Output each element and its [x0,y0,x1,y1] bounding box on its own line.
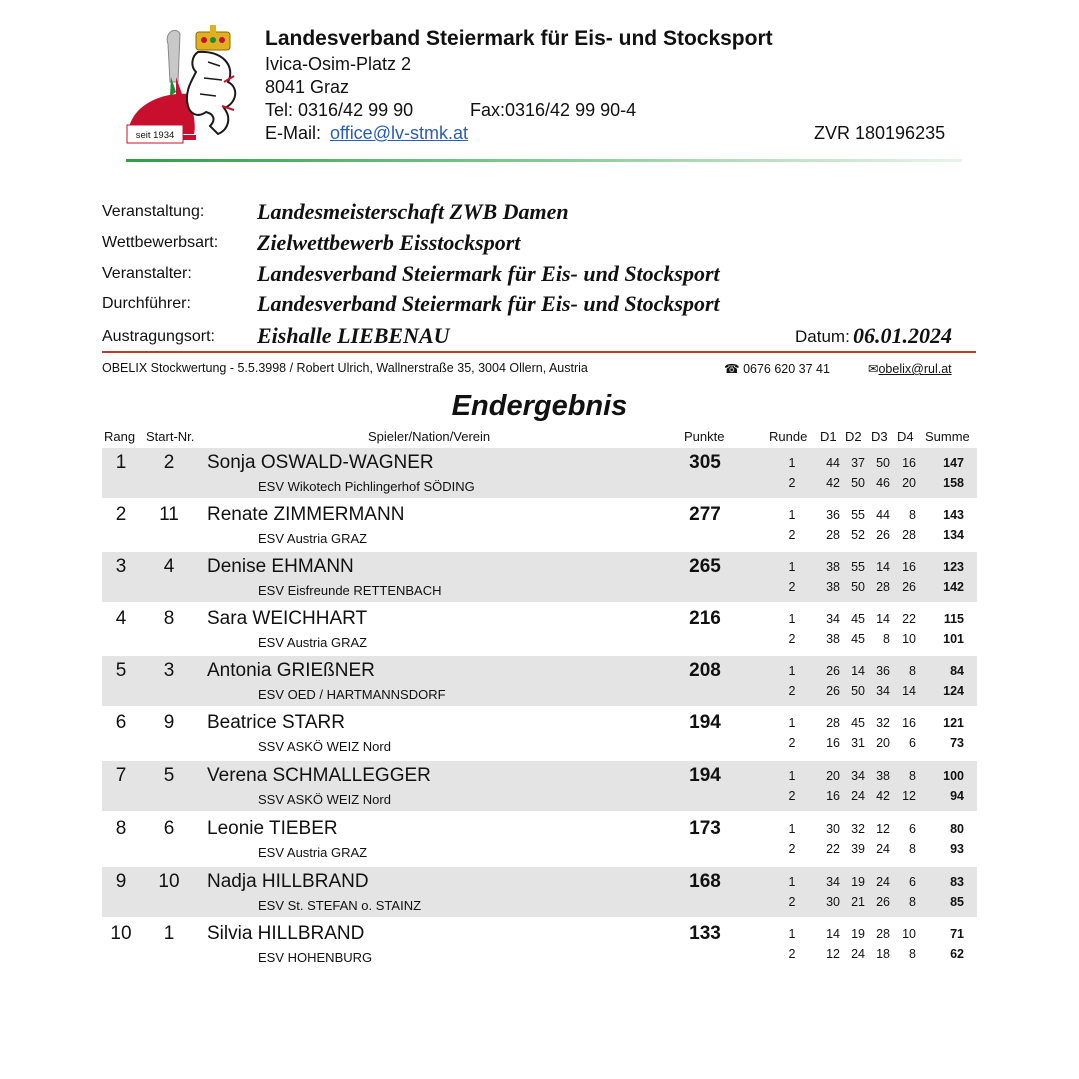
player-points: 168 [689,871,721,892]
player-name: Antonia GRIEßNER [207,660,375,681]
round-number: 1 [788,875,796,889]
d4-value: 16 [902,560,916,574]
header-punkte: Punkte [684,429,725,444]
round-number: 1 [788,612,796,626]
d4-value: 8 [909,842,916,856]
round-number: 1 [788,769,796,783]
d1-value: 36 [826,508,840,522]
d4-value: 16 [902,456,916,470]
header-runde: Runde [769,429,808,444]
d3-value: 14 [876,612,890,626]
header-d1: D1 [820,429,837,444]
table-row [102,656,977,706]
player-points: 173 [689,818,721,839]
d4-value: 20 [902,476,916,490]
round-sum: 142 [943,580,964,594]
player-name: Sonja OSWALD-WAGNER [207,452,434,473]
round-sum: 123 [943,560,964,574]
player-name: Beatrice STARR [207,712,345,733]
software-phone [724,361,830,376]
d3-value: 24 [876,842,890,856]
table-row [102,500,977,550]
software-phone-number: 0676 620 37 41 [743,362,830,376]
player-club: ESV OED / HARTMANNSDORF [258,687,446,702]
event-value-veranstaltung: Landesmeisterschaft ZWB Damen [257,199,569,224]
d3-value: 46 [876,476,890,490]
d4-value: 6 [909,822,916,836]
d2-value: 32 [851,822,865,836]
d1-value: 16 [826,736,840,750]
telephone: Tel: 0316/42 99 90 [265,100,414,120]
d4-value: 10 [902,927,916,941]
date-label: Datum: [795,327,850,346]
player-points: 265 [689,556,721,577]
start-number: 1 [163,923,175,944]
d1-value: 30 [826,895,840,909]
d1-value: 16 [826,789,840,803]
round-number: 2 [788,528,796,542]
d3-value: 14 [876,560,890,574]
round-number: 1 [788,716,796,730]
address-street: Ivica-Osim-Platz 2 [265,54,412,74]
player-name: Leonie TIEBER [207,818,338,839]
d4-value: 6 [909,736,916,750]
date-value: 06.01.2024 [853,323,952,348]
header-d4: D4 [897,429,914,444]
player-club: ESV Austria GRAZ [258,531,368,546]
d3-value: 12 [876,822,890,836]
d1-value: 26 [826,664,840,678]
player-points: 305 [689,452,721,473]
d4-value: 22 [902,612,916,626]
event-value-veranstalter: Landesverband Steiermark für Eis- und Stocksport [257,261,720,286]
player-club: ESV HOHENBURG [258,950,373,965]
round-number: 2 [788,736,796,750]
event-value-wettbewerbsart: Zielwettbewerb Eisstocksport [257,230,521,255]
player-points: 194 [689,765,721,786]
d2-value: 45 [851,612,865,626]
round-sum: 71 [950,927,964,941]
round-number: 2 [788,476,796,490]
d2-value: 52 [851,528,865,542]
rank: 3 [115,556,127,577]
rank: 2 [115,504,127,525]
d3-value: 38 [876,769,890,783]
d4-value: 26 [902,580,916,594]
d4-value: 8 [909,508,916,522]
header-start-nr: Start-Nr. [146,429,195,444]
d2-value: 45 [851,632,865,646]
software-email-link[interactable]: obelix@rul.at [878,362,952,376]
round-number: 2 [788,895,796,909]
d3-value: 24 [876,875,890,889]
d1-value: 38 [826,632,840,646]
round-sum: 73 [950,736,964,750]
round-number: 2 [788,842,796,856]
header-summe: Summe [925,429,970,444]
table-row [102,604,977,654]
logo-caption: seit 1934 [135,130,175,141]
d3-value: 32 [876,716,890,730]
player-club: SSV ASKÖ WEIZ Nord [258,739,391,754]
email-link[interactable]: office@lv-stmk.at [330,123,468,143]
table-row [102,448,977,498]
event-value-austragungsort: Eishalle LIEBENAU [257,323,450,348]
round-sum: 84 [950,664,964,678]
d1-value: 42 [826,476,840,490]
player-name: Renate ZIMMERMANN [207,504,405,525]
organization-name: Landesverband Steiermark für Eis- und Stocksport [265,27,773,50]
d1-value: 44 [826,456,840,470]
table-row [102,552,977,602]
player-club: ESV St. STEFAN o. STAINZ [258,898,422,913]
round-number: 1 [788,456,796,470]
round-number: 1 [788,560,796,574]
player-club: ESV Austria GRAZ [258,845,368,860]
d1-value: 38 [826,580,840,594]
rank: 5 [115,660,127,681]
d1-value: 22 [826,842,840,856]
start-number: 5 [163,765,175,786]
round-number: 2 [788,580,796,594]
round-sum: 80 [950,822,964,836]
round-sum: 62 [950,947,964,961]
table-row [102,919,977,969]
d2-value: 21 [851,895,865,909]
round-number: 2 [788,632,796,646]
d4-value: 10 [902,632,916,646]
round-number: 2 [788,684,796,698]
event-value-durchfuehrer: Landesverband Steiermark für Eis- und Stocksport [257,291,720,316]
d4-value: 16 [902,716,916,730]
player-club: ESV Eisfreunde RETTENBACH [258,583,442,598]
player-club: ESV Austria GRAZ [258,635,368,650]
d2-value: 34 [851,769,865,783]
player-name: Denise EHMANN [207,556,354,577]
d1-value: 38 [826,560,840,574]
round-number: 1 [788,822,796,836]
phone-icon: ☎ [724,362,740,376]
round-sum: 83 [950,875,964,889]
software-email [868,361,952,376]
start-number: 9 [163,712,175,733]
round-number: 1 [788,664,796,678]
round-sum: 101 [943,632,964,646]
page-title: Endergebnis [451,390,628,422]
start-number: 4 [163,556,175,577]
event-label-durchfuehrer: Durchführer: [102,295,191,312]
start-number: 10 [158,871,180,892]
player-club: SSV ASKÖ WEIZ Nord [258,792,391,807]
rank: 6 [115,712,127,733]
round-sum: 158 [943,476,964,490]
player-club: ESV Wikotech Pichlingerhof SÖDING [258,479,475,494]
round-number: 1 [788,927,796,941]
start-number: 11 [159,504,179,525]
d3-value: 26 [876,895,890,909]
d2-value: 39 [851,842,865,856]
d1-value: 30 [826,822,840,836]
round-sum: 143 [943,508,964,522]
d2-value: 19 [851,875,865,889]
rank: 8 [115,818,127,839]
rank: 10 [110,923,132,944]
d4-value: 12 [902,789,916,803]
d3-value: 8 [883,632,890,646]
d1-value: 14 [826,927,840,941]
start-number: 2 [163,452,175,473]
d2-value: 50 [851,476,865,490]
d4-value: 8 [909,947,916,961]
round-sum: 94 [950,789,964,803]
d4-value: 8 [909,895,916,909]
event-label-veranstalter: Veranstalter: [102,265,192,282]
software-credit: OBELIX Stockwertung - 5.5.3998 / Robert Ulrich, Wallnerstraße 35, 3004 Ollern, Austria [102,361,588,375]
letterhead-divider [126,159,962,162]
event-label-austragungsort: Austragungsort: [102,328,215,345]
rank: 7 [115,765,127,786]
header-spieler: Spieler/Nation/Verein [368,429,491,444]
player-points: 208 [689,660,721,681]
d3-value: 26 [876,528,890,542]
table-row [102,814,977,864]
player-points: 194 [689,712,721,733]
d2-value: 50 [851,684,865,698]
rank: 4 [115,608,127,629]
round-number: 2 [788,947,796,961]
player-name: Nadja HILLBRAND [207,871,369,892]
d2-value: 37 [851,456,865,470]
d4-value: 28 [902,528,916,542]
d2-value: 24 [851,789,865,803]
start-number: 3 [163,660,175,681]
event-label-veranstaltung: Veranstaltung: [102,203,205,220]
d3-value: 20 [876,736,890,750]
fax: Fax:0316/42 99 90-4 [470,100,637,120]
player-points: 277 [689,504,721,525]
player-points: 216 [689,608,721,629]
header-rang: Rang [104,429,136,444]
round-sum: 134 [943,528,964,542]
d1-value: 28 [826,528,840,542]
d1-value: 34 [826,612,840,626]
d3-value: 34 [876,684,890,698]
table-row [102,708,977,758]
d1-value: 12 [826,947,840,961]
round-sum: 85 [950,895,964,909]
d2-value: 19 [851,927,865,941]
player-name: Sara WEICHHART [207,608,368,629]
d2-value: 31 [851,736,865,750]
d3-value: 42 [876,789,890,803]
d2-value: 50 [851,580,865,594]
table-row [102,761,977,811]
start-number: 6 [163,818,175,839]
email-label: E-Mail: [265,123,322,143]
d2-value: 45 [851,716,865,730]
d4-value: 8 [909,664,916,678]
header-d2: D2 [845,429,862,444]
event-label-wettbewerbsart: Wettbewerbsart: [102,234,219,251]
round-sum: 121 [943,716,964,730]
d3-value: 28 [876,927,890,941]
d3-value: 44 [876,508,890,522]
d2-value: 55 [851,560,865,574]
d4-value: 8 [909,769,916,783]
player-points: 133 [689,923,721,944]
rank: 1 [115,452,127,473]
round-sum: 115 [943,612,964,626]
d2-value: 55 [851,508,865,522]
d4-value: 14 [902,684,916,698]
d2-value: 14 [851,664,865,678]
round-sum: 124 [943,684,964,698]
start-number: 8 [163,608,175,629]
round-sum: 147 [943,456,964,470]
d3-value: 50 [876,456,890,470]
player-name: Silvia HILLBRAND [207,923,365,944]
federation-logo [124,22,254,152]
d4-value: 6 [909,875,916,889]
round-number: 2 [788,789,796,803]
envelope-icon: ✉ [868,362,879,376]
d1-value: 26 [826,684,840,698]
zvr-number: ZVR 180196235 [814,123,946,143]
d2-value: 24 [851,947,865,961]
rank: 9 [115,871,127,892]
address-city: 8041 Graz [265,77,350,97]
d1-value: 28 [826,716,840,730]
table-row [102,867,977,917]
round-number: 1 [788,508,796,522]
info-divider [102,351,976,353]
d1-value: 20 [826,769,840,783]
d3-value: 18 [876,947,890,961]
round-sum: 100 [943,769,964,783]
round-sum: 93 [950,842,964,856]
d1-value: 34 [826,875,840,889]
d3-value: 36 [876,664,890,678]
header-d3: D3 [871,429,888,444]
player-name: Verena SCHMALLEGGER [207,765,431,786]
d3-value: 28 [876,580,890,594]
